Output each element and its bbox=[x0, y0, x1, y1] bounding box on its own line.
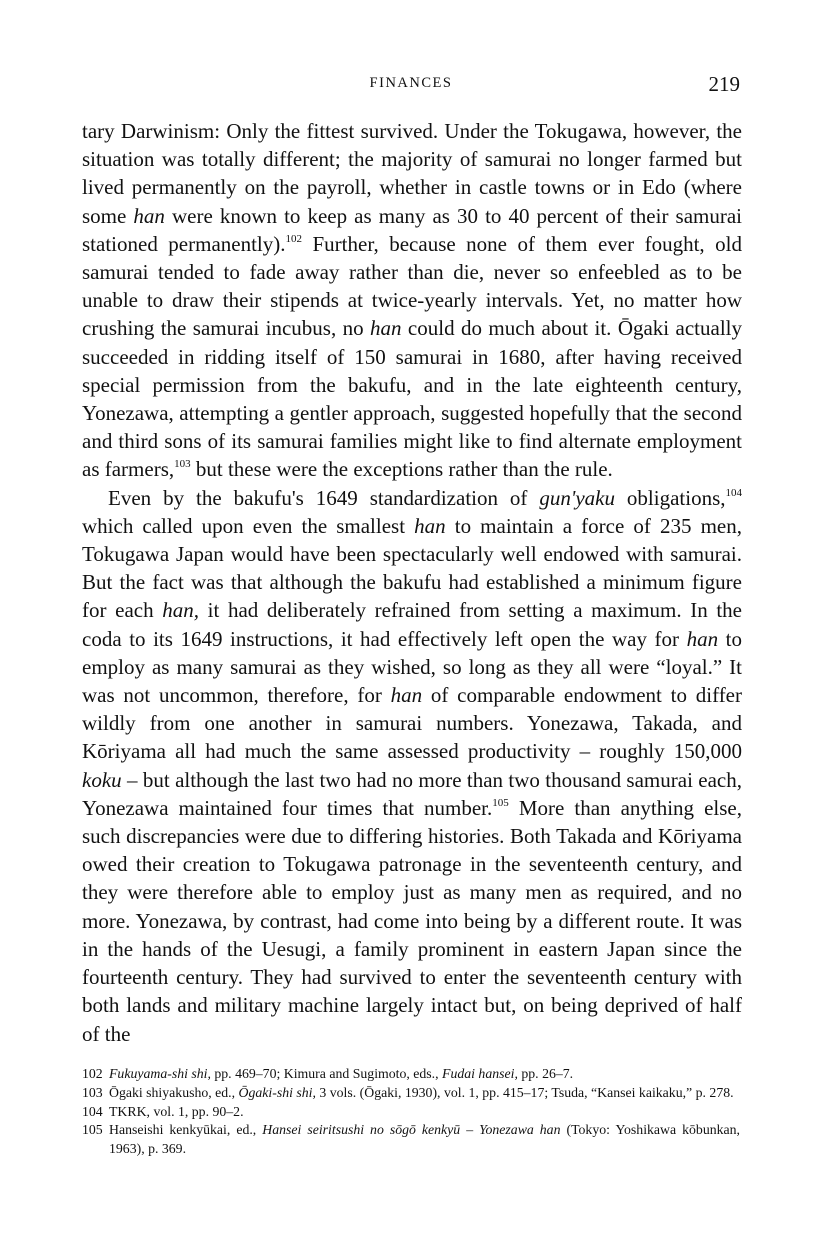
page-number: 219 bbox=[708, 72, 740, 96]
citation-text: Hanseishi kenkyūkai, ed., bbox=[109, 1122, 263, 1138]
italic-term: han bbox=[686, 626, 719, 651]
running-head bbox=[82, 72, 740, 96]
citation-title: Fudai hansei, bbox=[442, 1066, 518, 1081]
citation-title: Hansei seiritsushi no sōgō kenkyū – Yonezawa han bbox=[262, 1122, 561, 1138]
body-text bbox=[82, 117, 742, 1048]
text-run: but these were the exceptions rather than the rule. bbox=[190, 457, 613, 482]
italic-term: han bbox=[390, 683, 423, 708]
text-run: tary Darwinism: Only the fittest survived. Under the Tokugawa, however, the situation was totally different; the majority of samurai no longer farmed but lived permanently on the payroll, whether in castle towns or in Edo (where some bbox=[82, 119, 742, 228]
footnote-number: 103 bbox=[82, 1084, 103, 1100]
text-run: – but although the last two had no more than two thousand samurai each, Yonezawa maintained four times that number. bbox=[82, 767, 742, 820]
text-run: it had deliberately refrained from setting a maximum. In the coda to its 1649 instructions, it had effectively left open the way for bbox=[82, 598, 743, 651]
footnote-ref-102[interactable]: 102 bbox=[285, 232, 303, 245]
italic-term: han bbox=[133, 203, 165, 228]
citation-text: 3 vols. (Ōgaki, 1930), vol. 1, pp. 415–17; Tsuda, “Kansei kaikaku,” p. 278. bbox=[315, 1084, 734, 1100]
text-run: Further, because none of them ever fought, old samurai tended to fade away rather than die, never so enfeebled as to be unable to draw their stipends at twice-yearly intervals. Yet, no matter how crushing the samurai incubus, no bbox=[82, 231, 742, 341]
paragraph-2 bbox=[82, 484, 742, 1048]
footnote-number: 102 bbox=[82, 1066, 103, 1081]
citation-text: TKRK, vol. 1, pp. 90–2. bbox=[109, 1103, 244, 1119]
footnote-104 bbox=[82, 1103, 740, 1122]
text-run: which called upon even the smallest bbox=[82, 513, 415, 538]
text-run: Even by the bakufu's 1649 standardization of bbox=[108, 485, 540, 510]
footnote-number: 105 bbox=[82, 1122, 103, 1138]
text-run: of comparable endowment to differ wildly from one another in samurai numbers. Yonezawa, Takada, and Kōriyama all had much the same assessed productivity – roughly 150,000 bbox=[82, 683, 742, 764]
running-title: FINANCES bbox=[369, 75, 453, 91]
text-run: could do much about it. Ōgaki actually succeeded in ridding itself of 150 samurai in 1680, after having received special permission from the bakufu, and in the late eighteenth century, Yonezawa, attempting a gentler approach, suggested hopefully that the second and third sons of its samurai families might like to find alternate employment as farmers, bbox=[82, 316, 743, 482]
footnotes bbox=[82, 1065, 740, 1159]
italic-term: gun'yaku bbox=[539, 485, 615, 510]
text-run: to maintain a force of 235 men, Tokugawa Japan would have been spectacularly well endowed with samurai. But the fact was that although the bakufu had established a minimum figure for each bbox=[82, 513, 742, 623]
text-run: obligations, bbox=[614, 485, 726, 510]
italic-term: han bbox=[370, 316, 402, 341]
citation-title: Fukuyama-shi shi, bbox=[109, 1066, 211, 1081]
footnote-number: 104 bbox=[82, 1103, 103, 1119]
italic-term: han, bbox=[162, 598, 199, 623]
footnote-105 bbox=[82, 1121, 740, 1159]
paragraph-1 bbox=[82, 117, 742, 484]
italic-term: han bbox=[414, 513, 446, 538]
footnote-102 bbox=[82, 1065, 740, 1084]
italic-term: koku bbox=[82, 767, 122, 792]
citation-text: Ōgaki shiyakusho, ed., bbox=[109, 1084, 239, 1100]
text-run: to employ as many samurai as they wished, so long as they all were “loyal.” It was not uncommon, therefore, for bbox=[82, 626, 742, 708]
footnote-103 bbox=[82, 1084, 740, 1103]
text-run: More than anything else, such discrepancies were due to differing histories. Both Takada and Kōriyama owed their creation to Tokugawa patronage in the seventeenth century, and they were therefore able to employ just as many men as required, and no more. Yonezawa, by contrast, had come into being by a different route. It was in the hands of the Uesugi, a family prominent in eastern Japan since the fourteenth century. They had survived to enter the seventeenth century with both lands and military machine largely intact but, on being deprived of half of the bbox=[82, 795, 743, 1046]
footnote-ref-104[interactable]: 104 bbox=[725, 486, 742, 499]
footnote-ref-103[interactable]: 103 bbox=[174, 458, 191, 471]
citation-title: Ōgaki-shi shi, bbox=[238, 1084, 316, 1100]
footnote-ref-105[interactable]: 105 bbox=[492, 796, 509, 809]
text-run: were known to keep as many as 30 to 40 percent of their samurai stationed permanently). bbox=[82, 203, 742, 256]
citation-text: (Tokyo: Yoshikawa kōbunkan, 1963), p. 369. bbox=[109, 1122, 740, 1157]
citation-text: pp. 26–7. bbox=[517, 1066, 574, 1081]
citation-text: pp. 469–70; Kimura and Sugimoto, eds., bbox=[210, 1066, 443, 1081]
